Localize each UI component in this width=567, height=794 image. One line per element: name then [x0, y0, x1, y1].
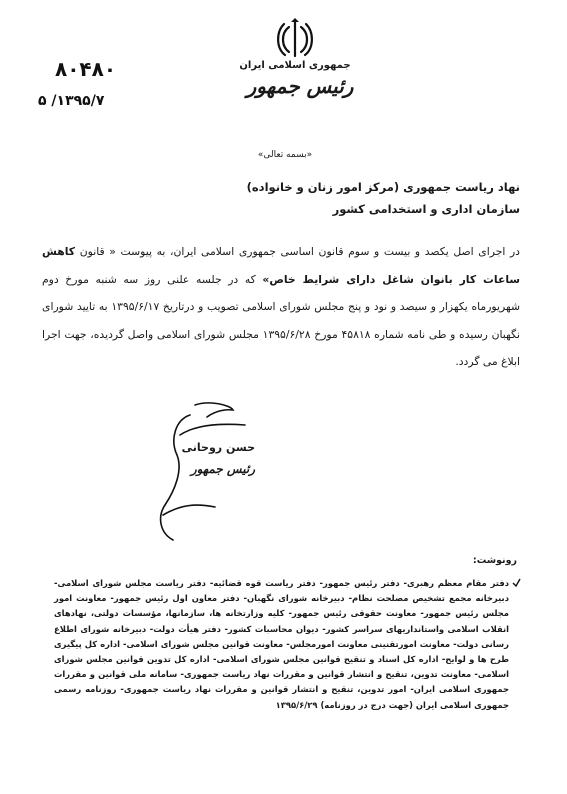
cc-label: رونوشت:: [472, 555, 517, 566]
body-part-1: در اجرای اصل یکصد و بیست و سوم قانون اساسی جمهوری اسلامی ایران، به پیوست « قانون: [79, 245, 520, 258]
iran-emblem-icon: [275, 18, 315, 60]
body-part-2: که در جلسه علنی روز سه شنبه مورخ دوم شهریورماه یکهزار و سیصد و نود و پنج مجلس شورای اسلامی تصویب و درتاریخ ۱۳۹۵/۶/۱۷ به تایید شورای نگهبان رسیده و طی نامه شماره ۴۵۸۱۸ مورخ ۱۳۹۵/۶/۲۸ مجلس شورای اسلامی واصل گردیده، جهت اجرا ابلاغ می گردد.: [42, 272, 520, 368]
header-republic: جمهوری اسلامی ایران: [239, 60, 351, 71]
letter-body: [42, 238, 520, 376]
basmala: «بسمه تعالی»: [257, 150, 313, 160]
recipient-line: سازمان اداری و استخدامی کشور: [332, 202, 520, 216]
copy-mark-icon: [511, 578, 525, 591]
document-date: ۱۳۹۵/۷/ ۵: [38, 93, 105, 109]
signer-title: رئیس جمهور: [190, 462, 255, 476]
signer-name: حسن روحانی: [181, 441, 255, 454]
recipient-line: نهاد ریاست جمهوری (مرکز امور زنان و خانواده): [246, 180, 520, 194]
cc-recipients: دفتر مقام معظم رهبری- دفتر رئیس جمهور- دفتر ریاست قوه قضائیه- دفتر ریاست مجلس شورای اسلامی- دبیرخانه مجمع تشخیص مصلحت نظام- دبیرخانه شورای نگهبان- دفتر معاون اول رئیس جمهور- معاونت امور مجلس رئیس جمهور- معاونت حقوقی رئیس جمهور- کلیه وزارتخانه ها، سازمانها، مؤسسات دولتی، نهادهای انقلاب اسلامی واستانداریهای سراسر کشور- دیوان محاسبات کشور- دفتر هیأت دولت- دبیرخانه شورای اطلاع رسانی دولت- معاونت امورتقنینی معاونت امورمجلس- معاونت قوانین مجلس شورای اسلامی- اداره کل پیگیری طرح ها و لوایح- اداره کل اسناد و تنقیح قوانین مجلس شورای اسلامی- اداره کل تدوین قوانین مجلس شورای اسلامی- معاونت تدوین، تنقیح و انتشار قوانین و مقررات نهاد ریاست جمهوری- سامانه ملی قوانین و مقررات جمهوری اسلامی ایران- امور تدوین، تنقیح و انتشار قوانین و مقررات نهاد ریاست جمهوری- روزنامه رسمی جمهوری اسلامی ایران (جهت درج در روزنامه) ۱۳۹۵/۶/۲۹: [54, 578, 509, 710]
document-number: ۸۰۴۸۰: [55, 57, 117, 81]
law-title: کاهش ساعات کار بانوان شاغل دارای شرایط خاص»: [42, 245, 520, 286]
header-office: رئیس جمهور: [246, 74, 354, 98]
